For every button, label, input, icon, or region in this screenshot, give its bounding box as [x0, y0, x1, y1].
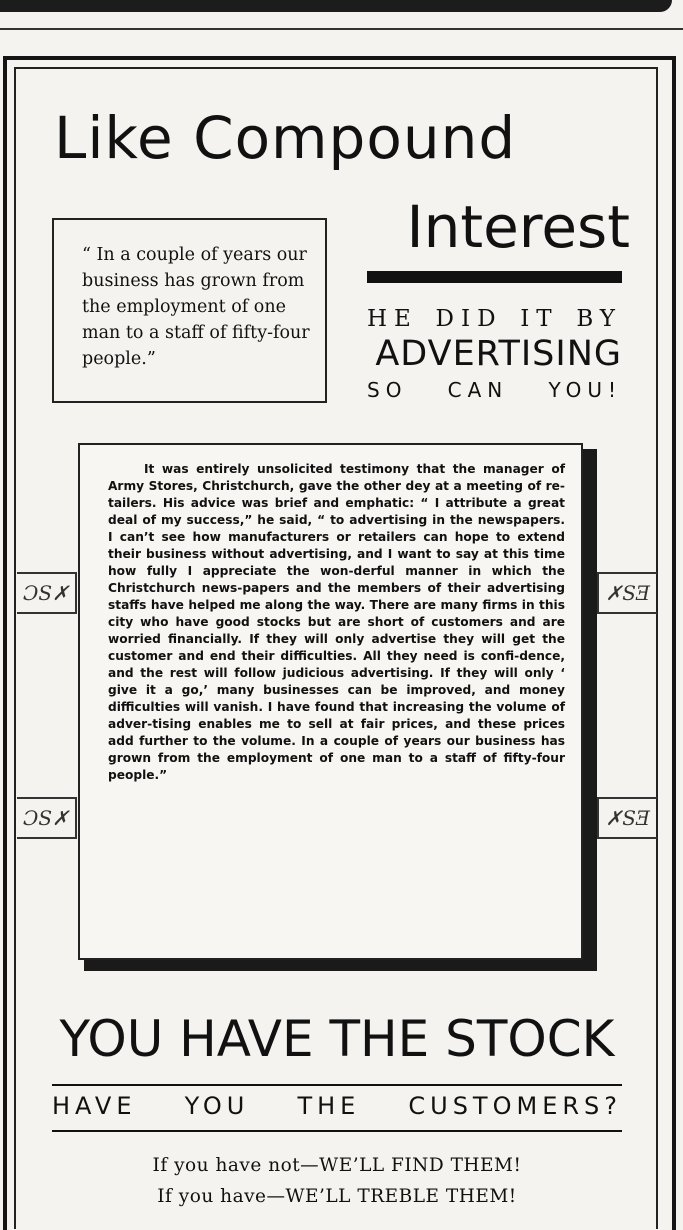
customers-rule-bottom — [52, 1130, 622, 1132]
testimony-box — [78, 443, 583, 960]
stock-heading: YOU HAVE THE STOCK — [59, 1010, 615, 1068]
advertising-heading: ADVERTISING — [375, 334, 622, 374]
testimony-shadow-bottom — [84, 960, 597, 971]
so-can-you: SO CAN YOU! — [367, 378, 622, 402]
quote-box: “ In a couple of years our business has grown from the employment of one man to a staff of fifty-four people.” — [52, 218, 327, 403]
footer-line-1: If you have not—WE’LL FIND THEM! — [152, 1155, 522, 1176]
customers-heading: HAVE YOU THE CUSTOMERS? — [52, 1092, 622, 1120]
margin-tab-right-top: ✗SƎ — [597, 572, 657, 614]
customers-rule-top — [52, 1084, 622, 1086]
footer-line-2: If you have—WE’LL TREBLE THEM! — [157, 1186, 517, 1207]
headline-line-2: Interest — [406, 193, 630, 261]
top-border-bar — [0, 0, 672, 12]
margin-tab-left-bottom: ƆS✗ — [17, 797, 77, 839]
top-rule — [0, 28, 683, 30]
headline-rule — [367, 271, 622, 283]
margin-tab-right-bottom: ✗SƎ — [597, 797, 657, 839]
margin-tab-left-top: ƆS✗ — [17, 572, 77, 614]
headline-line-1: Like Compound — [54, 104, 517, 172]
testimony-text: It was entirely unsolicited testimony that the manager of Army Stores, Christchurch, gave the other dey at a meeting of re-tailers. His advice was brief and emphatic: “ I attribute a great deal of my success,” he said, “ to advertising in the newspapers. I can’t see how manufacturers or retailers can hope to extend their business without advertising, and I want to say at this time how fully I appreciate the won-derful manner in which the Christchurch news-papers and the members of their advertising staffs have helped me along the way. There are many firms in this city who have good stocks but are short of customers and are worried financially. If they will only advertise they will get the customer and end their difficulties. All they need is confi-dence, and the rest will follow judicious advertising. If they will only ‘ give it a go,’ many businesses can be improved, and money difficulties will vanish. I have found that increasing the volume of adver-tising enables me to sell at fair prices, and these prices add further to the volume. In a couple of years our business has grown from the employment of one man to a staff of fifty-four people.” — [108, 462, 565, 782]
testimony-shadow-right — [583, 449, 597, 970]
he-did-it-by: HE DID IT BY — [367, 306, 622, 332]
